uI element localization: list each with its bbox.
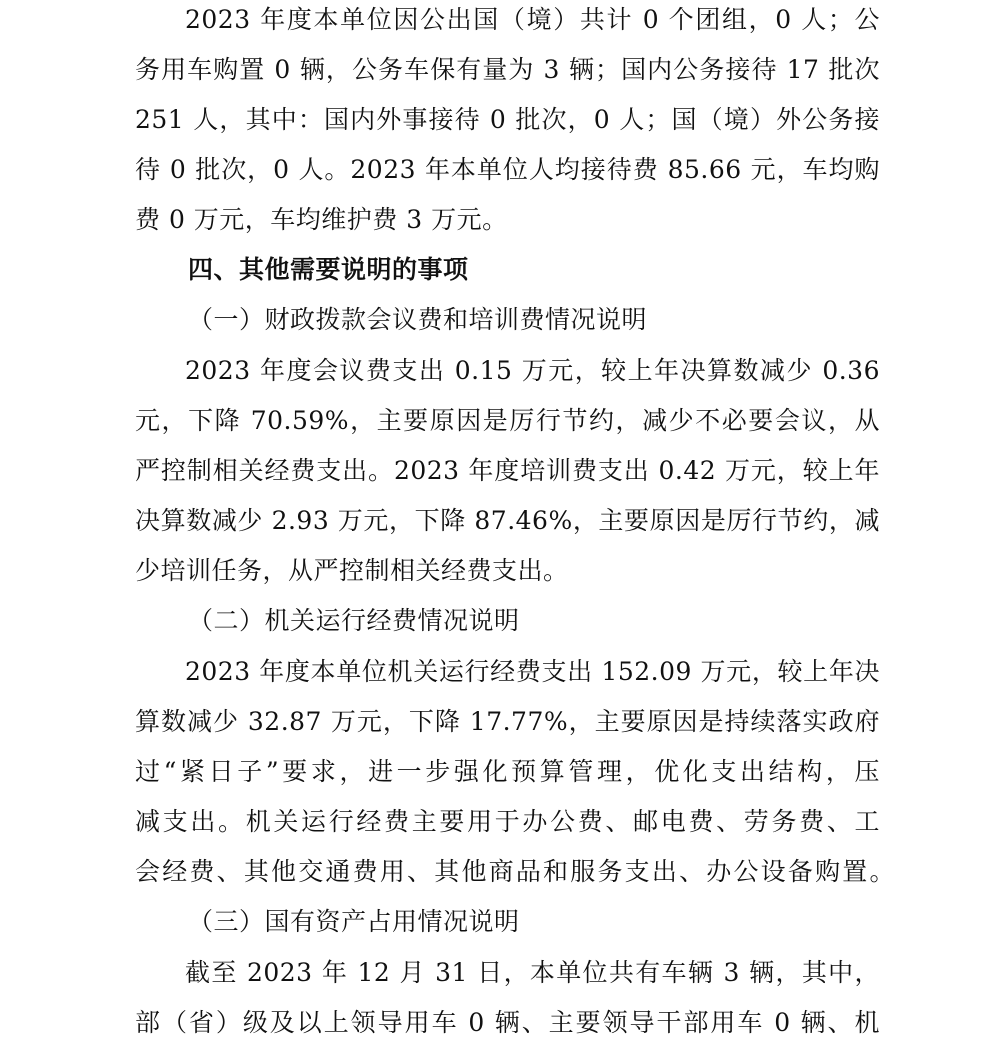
paragraph-line: 算数减少 32.87 万元，下降 17.77%，主要原因是持续落实政府	[135, 707, 880, 736]
paragraph-line: 2023 年度本单位机关运行经费支出 152.09 万元，较上年决	[185, 657, 880, 686]
paragraph-line: 过“紧日子”要求，进一步强化预算管理，优化支出结构，压	[135, 757, 880, 786]
paragraph-line: 元，下降 70.59%，主要原因是厉行节约，减少不必要会议，从	[135, 406, 880, 435]
paragraph-line: 少培训任务，从严控制相关经费支出。	[135, 556, 569, 585]
subsection-heading: （一）财政拨款会议费和培训费情况说明	[188, 305, 648, 334]
paragraph-line: 待 0 批次，0 人。2023 年本单位人均接待费 85.66 元，车均购	[135, 155, 880, 184]
paragraph-line: 2023 年度会议费支出 0.15 万元，较上年决算数减少 0.36	[185, 356, 880, 385]
paragraph-line: 部（省）级及以上领导用车 0 辆、主要领导干部用车 0 辆、机	[135, 1008, 880, 1037]
paragraph-line: 减支出。机关运行经费主要用于办公费、邮电费、劳务费、工	[135, 807, 880, 836]
paragraph-line: 务用车购置 0 辆，公务车保有量为 3 辆；国内公务接待 17 批次	[135, 55, 880, 84]
paragraph-line: 251 人，其中：国内外事接待 0 批次，0 人；国（境）外公务接	[135, 105, 880, 134]
section-heading: 四、其他需要说明的事项	[188, 255, 469, 284]
paragraph-line: 会经费、其他交通费用、其他商品和服务支出、办公设备购置。	[135, 857, 895, 886]
subsection-heading: （三）国有资产占用情况说明	[188, 907, 520, 936]
paragraph-line: 2023 年度本单位因公出国（境）共计 0 个团组，0 人；公	[185, 5, 880, 34]
paragraph-line: 费 0 万元，车均维护费 3 万元。	[135, 205, 508, 234]
paragraph-line: 严控制相关经费支出。2023 年度培训费支出 0.42 万元，较上年	[135, 456, 880, 485]
paragraph-line: 截至 2023 年 12 月 31 日，本单位共有车辆 3 辆，其中，	[185, 958, 880, 987]
subsection-heading: （二）机关运行经费情况说明	[188, 606, 520, 635]
paragraph-line: 决算数减少 2.93 万元，下降 87.46%，主要原因是厉行节约，减	[135, 506, 880, 535]
